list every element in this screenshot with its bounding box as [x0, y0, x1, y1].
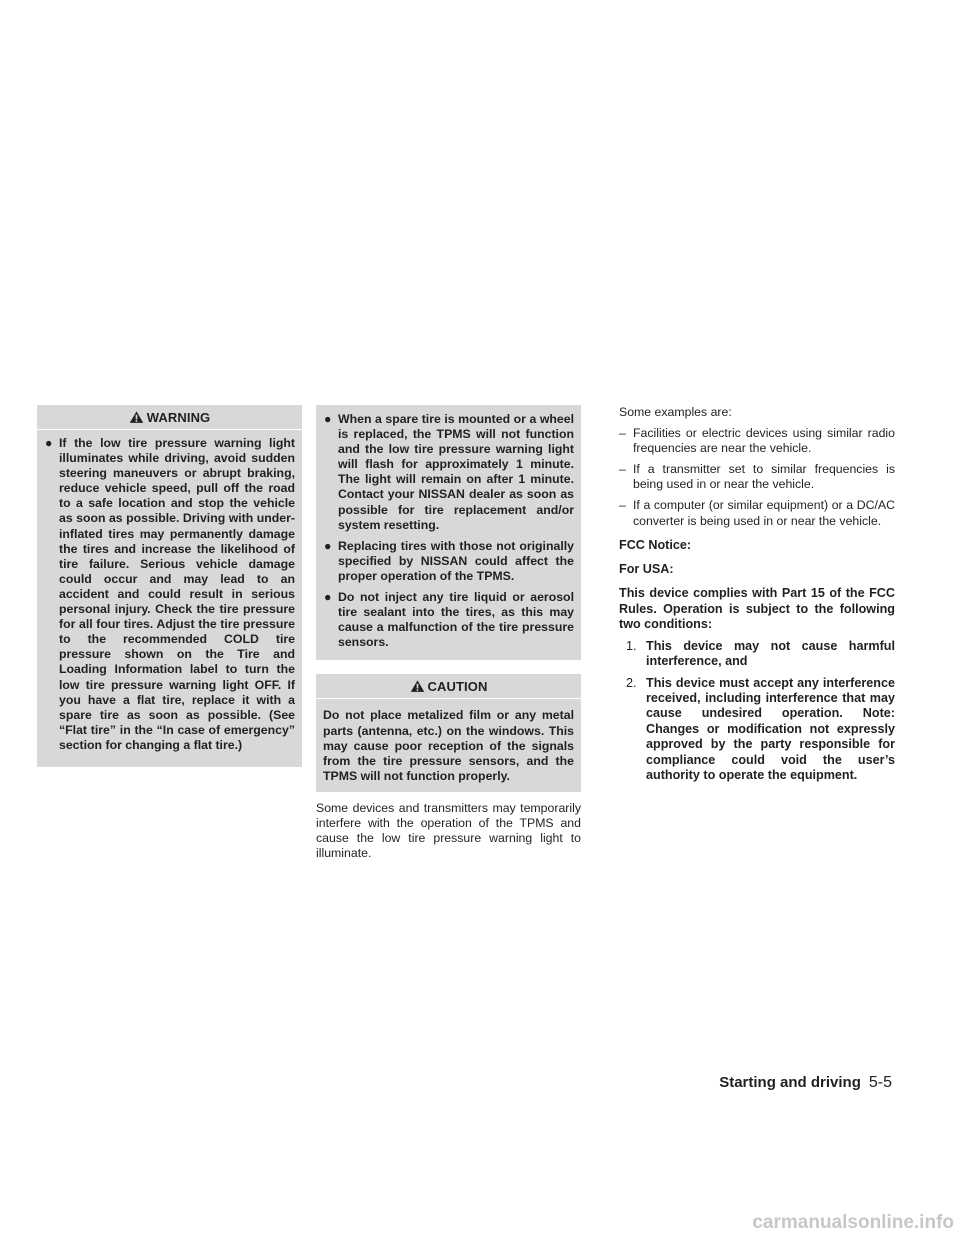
bullet-icon: ● — [324, 538, 332, 553]
warning-item: ● If the low tire pressure warning light illuminates while driving, avoid sudden steering maneuvers or abrupt braking, reduce vehicle speed, pull off the road to a safe location and stop the vehicle as soon as possible. Driving with under-inflated tires may permanently damage the tires and increase the likelihood of tire failure. Serious vehicle damage could occur and may lead to an accident and could result in serious personal injury. Check the tire pressure for all four tires. Adjust the tire pressure to the recommended COLD tire pressure shown on the Tire and Loading Information label to turn the low tire pressure warning light OFF. If you have a flat tire, replace it with a spare tire as soon as possible. (See “Flat tire” in the “In case of emergency” section for changing a flat tire.) — [45, 436, 295, 752]
bullet-icon: ● — [324, 412, 332, 426]
column-right — [619, 405, 895, 783]
caution-triangle-icon — [410, 679, 425, 693]
warning-triangle-icon — [129, 410, 144, 424]
warning-header — [37, 405, 302, 430]
condition-number: 2. — [626, 675, 637, 690]
fcc-condition: 2. This device must accept any interference received, including interference that may cause undesired operation. Note: Changes or modification not expressly approved by the party responsible for compliance could void the user’s authority to operate the equipment. — [626, 675, 895, 782]
column-left — [37, 405, 302, 767]
column-middle — [316, 405, 581, 861]
page-number: 5-5 — [868, 1074, 892, 1091]
dash-marker: – — [619, 462, 626, 477]
bullet-icon: ● — [45, 436, 53, 450]
example-item: – If a transmitter set to similar frequencies is being used in or near the vehicle. — [619, 462, 895, 492]
fcc-heading: FCC Notice: — [619, 537, 692, 552]
warning-box — [37, 405, 302, 767]
caution-box — [316, 674, 581, 791]
section-title: Starting and driving — [719, 1074, 861, 1091]
page-footer — [719, 1074, 892, 1092]
warning-title: WARNING — [146, 409, 211, 425]
dash-marker: – — [619, 498, 626, 513]
watermark: carmanualsonline.info — [752, 1212, 954, 1233]
example-item: – If a computer (or similar equipment) or a DC/AC converter is being used in or near the vehicle. — [619, 498, 895, 528]
interference-paragraph: Some devices and transmitters may temporarily interfere with the operation of the TPMS and cause the low tire pressure warning light to illuminate. — [316, 800, 581, 861]
examples-intro: Some examples are: — [619, 405, 732, 419]
fcc-condition: 1. This device may not cause harmful interference, and — [626, 638, 895, 669]
dash-marker: – — [619, 426, 626, 441]
condition-number: 1. — [626, 638, 637, 653]
warning-box-continued — [316, 405, 581, 660]
warning-item: ● When a spare tire is mounted or a wheel is replaced, the TPMS will not function and the low tire pressure warning light will flash for approximately 1 minute. The light will remain on after 1 minute. Contact your NISSAN dealer as soon as possible for tire replacement and/or system resetting. — [324, 412, 574, 532]
caution-title: CAUTION — [427, 678, 488, 694]
caution-text: Do not place metalized film or any metal parts (antenna, etc.) on the windows. This may cause poor reception of the signals from the tire pressure sensors, and the TPMS will not function properly. — [323, 708, 574, 783]
example-item: – Facilities or electric devices using similar radio frequencies are near the vehicle. — [619, 426, 895, 456]
caution-header — [316, 674, 581, 699]
bullet-icon: ● — [324, 590, 332, 605]
warning-item: ● Replacing tires with those not originally specified by NISSAN could affect the proper operation of the TPMS. — [324, 538, 574, 583]
fcc-statement: This device complies with Part 15 of the FCC Rules. Operation is subject to the following two conditions: — [619, 586, 895, 632]
warning-item: ● Do not inject any tire liquid or aerosol tire sealant into the tires, as this may cause a malfunction of the tire pressure sensors. — [324, 590, 574, 650]
fcc-subheading: For USA: — [619, 562, 674, 577]
